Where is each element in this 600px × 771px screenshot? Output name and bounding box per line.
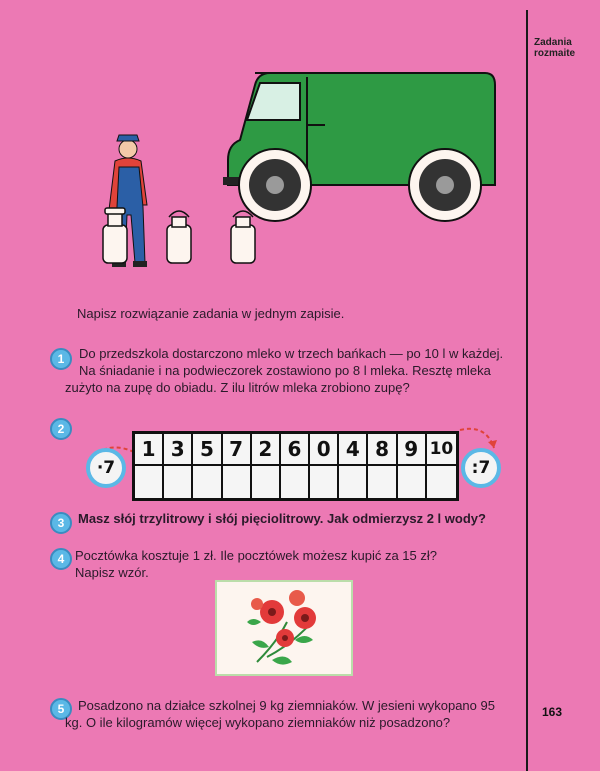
task4-line2: Napisz wzór. [75,565,149,580]
grid-number: 0 [310,434,339,466]
grid-answer-cell [193,466,222,498]
grid-number: 5 [193,434,222,466]
page-number: 163 [542,705,563,719]
margin-divider [526,10,528,771]
number-grid [132,431,459,501]
grid-number: 7 [223,434,252,466]
multiply-seven-operator: ·7 [86,448,126,488]
task1-line2: Na śniadanie i na podwieczorek zostawiono po 8 l mleka. Resztę mleka [79,363,491,378]
grid-answer-cell [135,466,164,498]
grid-number: 1 [135,434,164,466]
grid-answer-cell [252,466,281,498]
task1-line3: zużyto na zupę do obiadu. Z ilu litrów mleka zrobiono zupę? [65,380,410,395]
milk-can-icon [231,211,255,263]
grid-number: 4 [339,434,368,466]
task1-line1: Do przedszkola dostarczono mleko w trzech bańkach — po 10 l w każdej. [79,346,504,361]
milk-can-icon [167,211,191,263]
task-number-badge: 3 [50,512,72,534]
grid-number: 10 [427,434,456,466]
intro-instruction: Napisz rozwiązanie zadania w jednym zapisie. [77,306,345,321]
grid-answer-cell [339,466,368,498]
task-number-badge: 4 [50,548,72,570]
grid-answer-cell [164,466,193,498]
task-number-badge: 1 [50,348,72,370]
task-number-badge: 5 [50,698,72,720]
section-label: Zadania rozmaite [534,37,576,59]
grid-answer-cell [310,466,339,498]
milk-delivery-illustration [95,65,505,275]
task-number-badge: 2 [50,418,72,440]
divide-seven-operator: :7 [461,448,501,488]
task3-text: Masz słój trzylitrowy i słój pięciolitrowy. Jak odmierzysz 2 l wody? [78,511,486,526]
grid-number: 3 [164,434,193,466]
grid-answer-cell [427,466,456,498]
grid-answer-cell [223,466,252,498]
truck-icon [223,73,495,221]
postcard-picture [215,580,353,676]
task4-line1: Pocztówka kosztuje 1 zł. Ile pocztówek możesz kupić za 15 zł? [75,548,437,563]
task5-line1: Posadzono na działce szkolnej 9 kg ziemniaków. W jesieni wykopano 95 [78,698,495,713]
grid-number: 9 [398,434,427,466]
grid-number: 8 [368,434,397,466]
flower-icon [217,582,351,674]
grid-answer-cell [281,466,310,498]
grid-answer-cell [398,466,427,498]
grid-number: 2 [252,434,281,466]
grid-number: 6 [281,434,310,466]
task5-line2: kg. O ile kilogramów więcej wykopano ziemniaków niż posadzono? [65,715,451,730]
grid-answer-cell [368,466,397,498]
